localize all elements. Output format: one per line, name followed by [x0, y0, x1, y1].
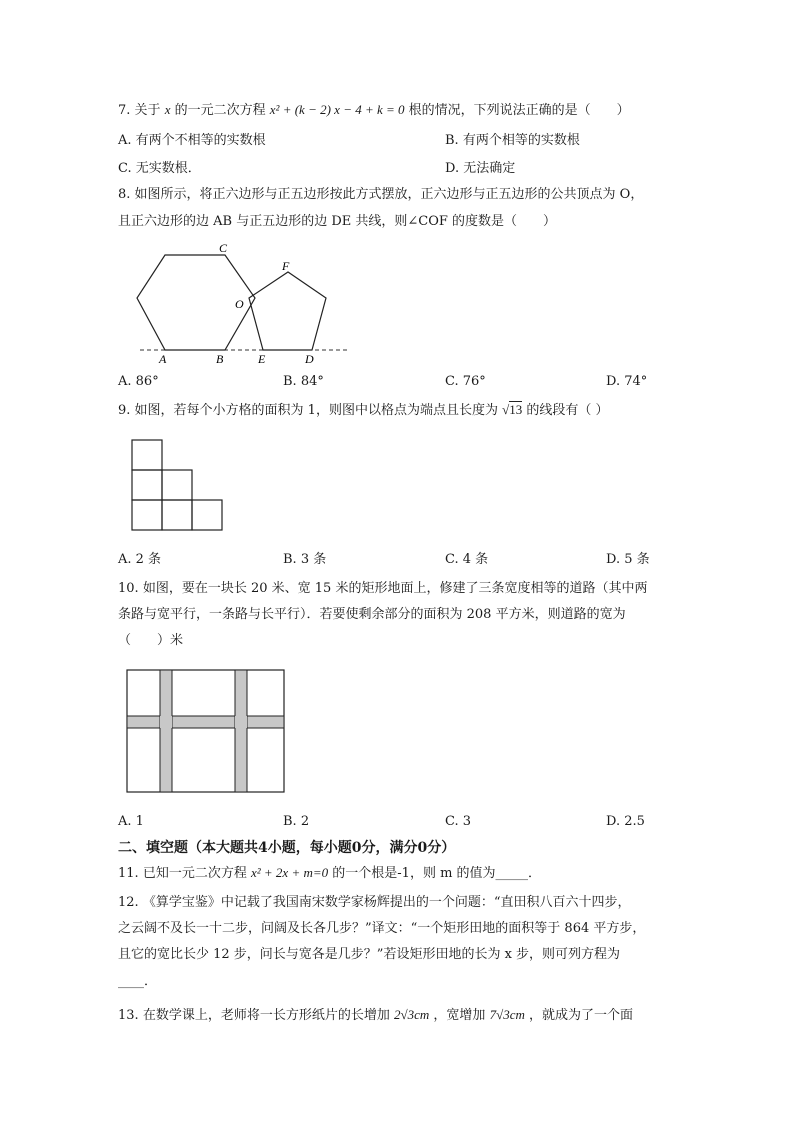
q8-label-f: F: [282, 259, 290, 273]
q10-option-d: D. 2.5: [606, 814, 645, 829]
q8-label-b: B: [216, 352, 224, 366]
q7-option-b: B. 有两个相等的实数根: [445, 133, 580, 148]
q8-text-1: 如图所示，将正六边形与正五边形按此方式摆放，正六边形与正五边形的公共顶点为 O，: [134, 187, 644, 202]
q9-option-b: B. 3 条: [283, 552, 327, 567]
q7-option-c: C. 无实数根．: [118, 161, 201, 176]
q10-road-horizontal: [127, 716, 284, 728]
q7-stem: [118, 101, 630, 120]
q9-number: 9.: [118, 403, 131, 418]
q9-cell: [162, 470, 192, 500]
q8-label-a: A: [159, 352, 167, 366]
q7-text-c: 根的情况，下列说法正确的是（ ）: [408, 103, 630, 118]
q10-text-1: 如图，要在一块长 20 米、宽 15 米的矩形地面上，修建了三条宽度相等的道路（其中两: [142, 581, 648, 596]
q9-text-b: 的线段有（ ）: [526, 403, 609, 418]
q10-road-vertical-1: [160, 670, 172, 792]
q12-line3: 且它的宽比长少 12 步，问长与宽各是几步？”若设矩形田地的长为 x 步，则可列方程为: [118, 947, 621, 962]
q10-line1: [118, 580, 647, 598]
q13-text-c: ，就成为了一个面: [529, 1008, 634, 1023]
q11-number: 11.: [118, 866, 139, 881]
q7-var: x: [164, 102, 171, 117]
q10-field: [127, 670, 284, 792]
section2-heading: 二、填空题（本大题共4小题，每小题0分，满分0分）: [118, 840, 456, 856]
q12-line2: 之云阔不及长一十二步，问阔及长各几步？”译文：“一个矩形田地的面积等于 864 平方步，: [118, 921, 646, 936]
q8-label-d: D: [305, 352, 314, 366]
q9-sqrt-value: 13: [509, 402, 523, 417]
q8-hexagon-pentagon-figure: [130, 236, 360, 368]
q7-option-d: D. 无法确定: [445, 161, 516, 176]
q9-cell: [132, 440, 162, 470]
q8-line1: [118, 186, 643, 204]
q11-stem: [118, 864, 541, 883]
q8-pentagon: [249, 272, 326, 350]
q13-text-a: 在数学课上，老师将一长方形纸片的长增加: [142, 1008, 390, 1023]
q10-intersection-2: [235, 716, 247, 728]
q9-cell: [132, 500, 162, 530]
q9-cell: [162, 500, 192, 530]
q10-line2: 条路与宽平行，一条路与长平行）．若要使剩余部分的面积为 208 平方米，则道路的宽为: [118, 607, 626, 622]
q12-text-1: 《算学宝鉴》中记载了我国南宋数学家杨辉提出的一个问题：“直田积八百六十四步，: [142, 895, 631, 910]
q11-equation: x² + 2x + m=0: [250, 865, 329, 880]
q10-line3: （ ）米: [118, 633, 184, 648]
q9-stem: [118, 401, 609, 420]
q9-grid-figure: [130, 438, 226, 532]
q9-text-a: 如图，若每个小方格的面积为 1，则图中以格点为端点且长度为: [134, 403, 498, 418]
q7-number: 7.: [118, 103, 131, 118]
q7-text-b: 的一元二次方程: [174, 103, 266, 118]
q9-option-c: C. 4 条: [445, 552, 489, 567]
q7-option-a: A. 有两个不相等的实数根: [118, 133, 266, 148]
q8-label-e: E: [258, 352, 266, 366]
q7-text-a: 关于: [134, 103, 161, 118]
q13-text-b: ，宽增加: [433, 1008, 486, 1023]
q9-option-d: D. 5 条: [606, 552, 650, 567]
q10-number: 10.: [118, 581, 139, 596]
q9-sqrt: √13: [502, 402, 523, 417]
q12-line4: ____．: [118, 974, 158, 989]
q13-value-1: 2√3cm: [393, 1007, 430, 1022]
q8-option-c: C. 76°: [445, 374, 486, 389]
q8-label-o: O: [235, 297, 244, 311]
q12-line1: [118, 894, 630, 912]
q9-option-a: A. 2 条: [118, 552, 162, 567]
q11-text-b: 的一个根是-1，则 m 的值为_____．: [332, 866, 542, 881]
q7-equation: x² + (k − 2) x − 4 + k = 0: [269, 102, 405, 117]
q13-number: 13.: [118, 1008, 139, 1023]
q8-option-d: D. 74°: [606, 374, 648, 389]
q10-intersection-1: [160, 716, 172, 728]
q8-option-b: B. 84°: [283, 374, 324, 389]
q8-number: 8.: [118, 187, 131, 202]
q8-label-c: C: [219, 241, 228, 255]
q11-text-a: 已知一元二次方程: [142, 866, 247, 881]
q9-cell: [132, 470, 162, 500]
q10-option-c: C. 3: [445, 814, 472, 829]
q13-stem: [118, 1006, 633, 1025]
q13-value-2: 7√3cm: [489, 1007, 525, 1022]
q10-option-a: A. 1: [118, 814, 144, 829]
q10-road-vertical-2: [235, 670, 247, 792]
q8-line2: 且正六边形的边 AB 与正五边形的边 DE 共线，则∠COF 的度数是（ ）: [118, 214, 557, 229]
q9-cell: [192, 500, 222, 530]
q10-option-b: B. 2: [283, 814, 310, 829]
q12-number: 12.: [118, 895, 139, 910]
q8-option-a: A. 86°: [118, 374, 159, 389]
q10-road-figure: [125, 668, 287, 796]
